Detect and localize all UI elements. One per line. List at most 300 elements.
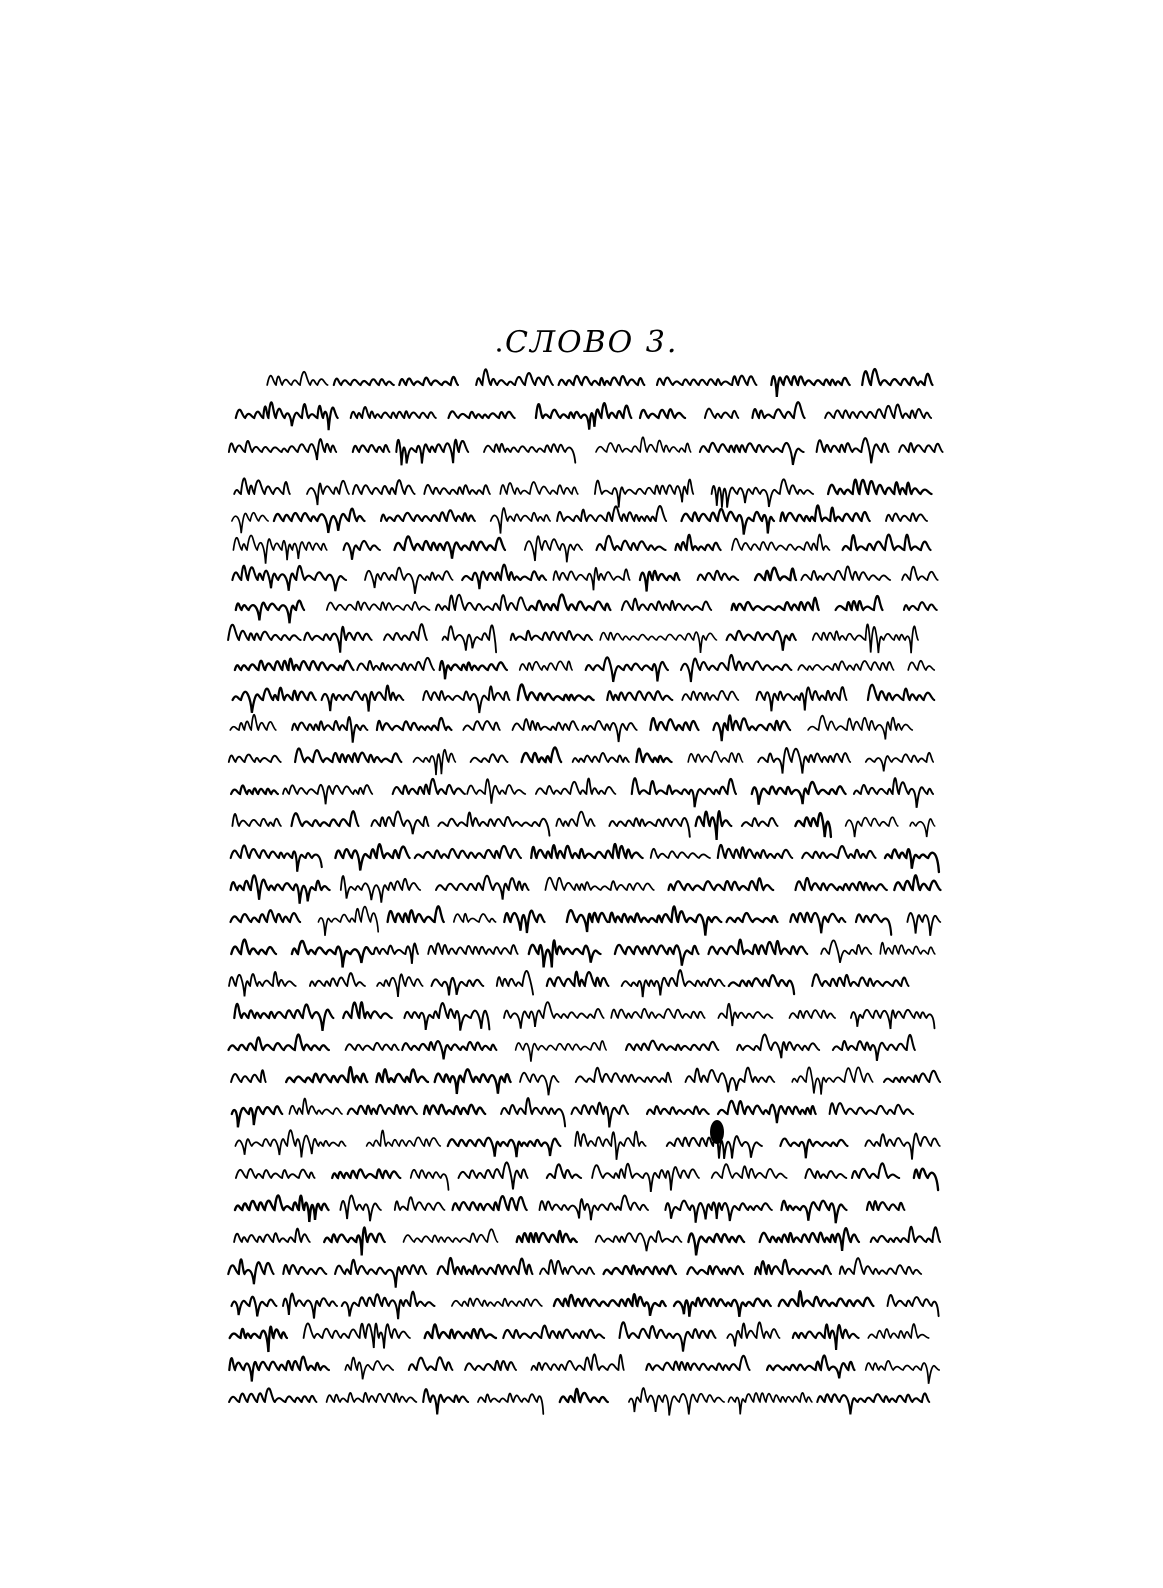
handwritten-word xyxy=(675,535,720,550)
handwritten-word xyxy=(846,817,898,837)
handwritten-word xyxy=(821,940,871,962)
handwritten-word xyxy=(351,407,436,418)
handwritten-word xyxy=(478,1393,543,1414)
handwritten-word xyxy=(449,411,515,418)
handwritten-word xyxy=(607,691,672,700)
handwritten-word xyxy=(353,445,390,452)
handwritten-word xyxy=(229,1035,329,1050)
handwritten-word xyxy=(292,941,372,968)
handwritten-word xyxy=(852,1163,899,1178)
handwritten-word xyxy=(686,1068,775,1093)
handwritten-word xyxy=(705,409,738,418)
handwritten-word xyxy=(547,1164,581,1178)
handwritten-word xyxy=(462,565,546,590)
handwritten-word xyxy=(556,812,594,826)
handwritten-word xyxy=(500,482,578,494)
handwritten-word xyxy=(792,1067,873,1094)
handwritten-word xyxy=(233,688,316,713)
handwritten-word xyxy=(235,1195,329,1222)
handwritten-word xyxy=(536,403,631,429)
handwritten-word xyxy=(696,811,732,840)
handwritten-word xyxy=(503,1326,604,1338)
handwritten-word xyxy=(425,1325,496,1338)
handwritten-word xyxy=(592,1164,699,1192)
handwritten-word xyxy=(868,1324,928,1338)
handwritten-word xyxy=(436,876,529,900)
handwritten-word xyxy=(525,536,582,562)
handwritten-word xyxy=(327,601,430,610)
handwritten-word xyxy=(304,1323,410,1348)
handwritten-word xyxy=(894,875,940,890)
handwritten-word xyxy=(867,1201,905,1210)
handwritten-word xyxy=(595,479,693,507)
handwritten-word xyxy=(712,479,814,507)
handwritten-word xyxy=(808,716,912,740)
handwritten-word xyxy=(554,1294,666,1316)
handwritten-word xyxy=(454,914,496,922)
handwritten-word xyxy=(611,1009,705,1018)
handwritten-word xyxy=(626,1041,718,1050)
handwritten-line xyxy=(235,1195,904,1223)
handwritten-word xyxy=(443,625,497,652)
handwritten-word xyxy=(865,1133,940,1159)
handwritten-word xyxy=(651,849,710,858)
handwritten-word xyxy=(292,811,359,826)
handwritten-word xyxy=(545,878,653,890)
handwritten-word xyxy=(843,535,931,550)
handwritten-word xyxy=(343,1002,392,1018)
page-heading: СЛОВО 3. xyxy=(505,325,679,360)
handwritten-word xyxy=(884,1071,940,1082)
handwritten-word xyxy=(620,1322,716,1351)
handwritten-line xyxy=(229,1388,929,1416)
handwritten-word xyxy=(902,567,938,580)
handwritten-word xyxy=(737,1035,819,1059)
handwritten-line xyxy=(231,1067,940,1095)
handwritten-word xyxy=(609,818,689,837)
handwritten-word xyxy=(318,907,378,936)
handwritten-word xyxy=(553,568,629,591)
handwritten-word xyxy=(793,1324,859,1349)
handwritten-word xyxy=(467,779,525,804)
handwritten-word xyxy=(371,811,428,834)
handwritten-word xyxy=(376,1069,428,1082)
handwritten-word xyxy=(504,911,544,933)
handwritten-word xyxy=(854,778,933,808)
handwritten-word xyxy=(780,505,869,521)
handwritten-word xyxy=(229,1388,316,1402)
handwritten-word xyxy=(404,1003,489,1031)
handwritten-word xyxy=(230,1327,287,1352)
handwritten-word xyxy=(712,1164,787,1178)
handwritten-word xyxy=(781,1201,846,1223)
handwritten-word xyxy=(520,661,572,670)
handwritten-word xyxy=(888,1295,939,1316)
handwritten-word xyxy=(640,409,685,418)
handwritten-word xyxy=(292,717,367,743)
handwritten-word xyxy=(727,913,778,922)
handwritten-line xyxy=(233,684,935,713)
handwritten-word xyxy=(365,568,453,594)
handwritten-line xyxy=(236,594,937,623)
handwritten-word xyxy=(813,624,918,653)
handwritten-word xyxy=(415,846,521,858)
handwritten-word xyxy=(516,1041,607,1062)
handwritten-word xyxy=(817,438,889,463)
handwritten-line xyxy=(229,1354,939,1383)
handwritten-word xyxy=(586,657,668,682)
handwritten-word xyxy=(228,625,301,640)
handwritten-word xyxy=(576,1068,671,1082)
handwritten-word xyxy=(709,940,808,954)
handwritten-word xyxy=(267,372,327,385)
handwritten-word xyxy=(646,1356,749,1370)
handwritten-word xyxy=(757,687,847,711)
handwritten-word xyxy=(817,1393,929,1414)
handwritten-word xyxy=(448,1138,561,1157)
handwritten-word xyxy=(476,369,553,385)
handwritten-line xyxy=(235,655,934,682)
handwritten-word xyxy=(295,748,401,762)
handwritten-word xyxy=(436,595,527,610)
handwritten-line xyxy=(228,1258,921,1288)
handwritten-word xyxy=(825,405,931,418)
handwritten-line xyxy=(236,1162,938,1192)
handwritten-word xyxy=(798,661,893,670)
handwritten-word xyxy=(657,376,756,385)
handwritten-word xyxy=(727,631,796,651)
handwritten-line xyxy=(228,624,918,653)
handwritten-word xyxy=(232,1106,282,1127)
handwritten-line xyxy=(231,875,941,903)
handwritten-word xyxy=(575,1132,646,1160)
handwritten-word xyxy=(572,1103,629,1128)
handwritten-word xyxy=(718,845,792,858)
handwritten-word xyxy=(758,748,850,774)
handwritten-word xyxy=(650,718,698,730)
handwritten-word xyxy=(231,785,278,794)
handwritten-word xyxy=(234,1229,310,1242)
handwritten-line xyxy=(229,1035,915,1062)
handwritten-word xyxy=(229,1357,329,1382)
handwritten-word xyxy=(880,943,935,954)
handwritten-word xyxy=(604,1266,676,1274)
handwritten-word xyxy=(518,684,594,700)
handwritten-word xyxy=(335,1260,426,1288)
handwritten-line xyxy=(232,505,927,534)
handwritten-word xyxy=(346,1043,399,1050)
handwritten-word xyxy=(283,1265,326,1274)
handwritten-word xyxy=(596,437,691,452)
handwritten-word xyxy=(531,1354,623,1370)
handwritten-word xyxy=(234,1004,333,1031)
handwritten-word xyxy=(377,718,452,730)
handwritten-word xyxy=(647,1106,709,1114)
handwritten-word xyxy=(236,1169,315,1178)
handwritten-word xyxy=(868,685,934,700)
handwritten-word xyxy=(755,1260,831,1274)
handwritten-line xyxy=(229,437,943,465)
handwritten-word xyxy=(742,818,778,826)
handwritten-line xyxy=(233,535,930,564)
handwritten-word xyxy=(286,1067,367,1082)
handwritten-line xyxy=(231,844,939,872)
handwritten-word xyxy=(283,785,372,805)
handwritten-line xyxy=(234,1227,940,1256)
handwritten-word xyxy=(348,1105,417,1114)
handwritten-word xyxy=(231,910,301,922)
handwritten-word xyxy=(404,1229,498,1242)
handwritten-word xyxy=(907,913,940,936)
handwritten-word xyxy=(335,844,409,870)
handwritten-word xyxy=(229,439,336,460)
handwritten-word xyxy=(632,778,736,807)
handwritten-word xyxy=(885,849,939,872)
handwritten-word xyxy=(229,972,296,996)
handwritten-word xyxy=(388,906,444,922)
handwritten-line xyxy=(229,748,933,776)
handwritten-word xyxy=(459,1162,528,1189)
handwritten-word xyxy=(871,1227,940,1242)
handwritten-word xyxy=(504,1002,604,1029)
handwritten-word xyxy=(432,978,484,995)
handwritten-word xyxy=(687,1266,743,1274)
handwritten-word xyxy=(760,1228,859,1251)
handwritten-word xyxy=(520,1073,559,1096)
handwritten-word xyxy=(393,779,465,794)
handwritten-word xyxy=(908,661,934,670)
handwritten-word xyxy=(596,1231,682,1251)
handwritten-word xyxy=(395,536,506,558)
handwritten-line xyxy=(232,1098,913,1127)
handwritten-word xyxy=(334,379,394,385)
handwritten-word xyxy=(522,748,562,762)
handwritten-word xyxy=(732,535,830,550)
handwritten-word xyxy=(862,369,932,385)
handwritten-word xyxy=(833,1035,915,1061)
handwritten-word xyxy=(453,1196,527,1210)
handwritten-line xyxy=(231,778,933,808)
handwritten-word xyxy=(840,1258,922,1274)
handwritten-word xyxy=(345,1358,393,1380)
handwritten-word xyxy=(609,906,721,935)
handwritten-word xyxy=(802,846,875,858)
handwritten-word xyxy=(235,659,354,670)
handwritten-word xyxy=(836,596,883,610)
handwritten-word xyxy=(231,875,330,903)
handwritten-word xyxy=(384,624,427,640)
handwritten-word xyxy=(899,443,943,452)
handwritten-word xyxy=(752,782,846,805)
handwritten-word xyxy=(233,535,326,563)
handwritten-word xyxy=(340,1195,381,1221)
handwritten-line xyxy=(235,1130,939,1160)
handwritten-word xyxy=(790,913,845,934)
handwritten-word xyxy=(688,751,742,762)
handwritten-word xyxy=(235,1130,345,1157)
handwritten-word xyxy=(465,1361,516,1370)
handwritten-word xyxy=(547,972,609,986)
handwritten-word xyxy=(353,480,415,494)
handwritten-word xyxy=(438,1258,533,1274)
handwritten-word xyxy=(540,1260,594,1274)
handwritten-word xyxy=(557,506,666,521)
handwritten-word xyxy=(396,440,468,466)
handwritten-word xyxy=(491,508,550,534)
handwritten-word xyxy=(531,844,642,858)
handwritten-word xyxy=(540,1195,649,1220)
handwritten-line xyxy=(230,715,912,743)
handwritten-word xyxy=(307,481,349,505)
handwritten-word xyxy=(779,1291,874,1306)
handwritten-word xyxy=(423,686,509,713)
handwritten-word xyxy=(732,598,819,610)
handwritten-word xyxy=(536,778,616,794)
handwritten-word xyxy=(801,566,890,580)
handwritten-word xyxy=(795,813,831,837)
handwritten-word xyxy=(755,568,796,580)
handwritten-word xyxy=(914,1169,938,1190)
handwritten-word xyxy=(573,753,629,762)
handwritten-word xyxy=(230,715,275,730)
handwritten-line xyxy=(236,402,931,430)
handwritten-word xyxy=(622,970,725,997)
handwritten-word xyxy=(342,1292,435,1319)
handwritten-word xyxy=(529,940,601,967)
handwritten-word xyxy=(236,402,338,430)
handwritten-word xyxy=(597,536,666,550)
handwritten-word xyxy=(231,845,322,871)
handwritten-word xyxy=(718,1101,816,1123)
handwritten-word xyxy=(560,1389,608,1402)
handwritten-word xyxy=(424,1105,485,1114)
handwritten-word xyxy=(674,1298,771,1317)
handwritten-word xyxy=(231,940,276,954)
handwritten-word xyxy=(327,1393,417,1402)
handwritten-word xyxy=(497,971,533,995)
handwritten-word xyxy=(910,819,935,837)
handwritten-line xyxy=(232,1291,939,1319)
handwritten-word xyxy=(357,658,434,670)
handwritten-word xyxy=(228,1259,273,1284)
handwritten-word xyxy=(341,876,420,903)
handwritten-word xyxy=(395,1197,445,1210)
handwritten-word xyxy=(232,566,346,591)
handwritten-word xyxy=(310,973,365,986)
handwritten-word xyxy=(780,1139,847,1159)
handwritten-word xyxy=(274,509,365,533)
handwritten-word xyxy=(713,715,790,741)
handwritten-word xyxy=(409,1357,453,1370)
handwritten-word xyxy=(374,943,418,963)
handwritten-word xyxy=(636,749,671,762)
handwritten-word xyxy=(866,753,933,772)
handwritten-word xyxy=(790,1010,836,1018)
handwritten-word xyxy=(812,974,908,986)
handwritten-word xyxy=(236,601,304,624)
handwritten-word xyxy=(682,509,775,535)
handwritten-word xyxy=(698,571,739,580)
handwritten-word xyxy=(688,1233,744,1255)
handwritten-word xyxy=(424,485,490,494)
handwritten-word xyxy=(682,691,738,700)
handwritten-line xyxy=(232,565,937,594)
handwritten-word xyxy=(771,376,849,397)
handwritten-line xyxy=(234,1002,934,1031)
handwritten-word xyxy=(640,571,680,592)
handwritten-word xyxy=(665,1201,771,1223)
ink-blot xyxy=(710,1120,724,1144)
handwritten-word xyxy=(517,1231,577,1242)
handwritten-word xyxy=(332,1169,400,1178)
handwritten-word xyxy=(600,632,716,653)
handwritten-word xyxy=(729,975,794,994)
handwritten-word xyxy=(669,878,774,890)
handwritten-word xyxy=(283,1293,337,1318)
handwritten-word xyxy=(402,1041,496,1059)
handwritten-line xyxy=(232,811,934,840)
handwritten-line xyxy=(231,940,935,968)
handwritten-word xyxy=(501,1098,565,1126)
handwritten-word xyxy=(752,402,804,418)
handwritten-word xyxy=(700,443,804,465)
handwritten-word xyxy=(232,1297,277,1317)
handwritten-word xyxy=(411,1170,449,1190)
handwritten-word xyxy=(856,914,891,934)
handwritten-word xyxy=(344,541,380,560)
handwritten-word xyxy=(767,1356,855,1379)
handwritten-word xyxy=(830,1103,914,1114)
handwritten-word xyxy=(381,510,475,521)
handwritten-word xyxy=(559,376,645,385)
handwritten-word xyxy=(718,1004,772,1026)
handwritten-word xyxy=(615,945,699,966)
handwritten-word xyxy=(681,655,791,682)
handwritten-word xyxy=(322,686,404,712)
handwritten-word xyxy=(438,812,549,835)
handwritten-word xyxy=(304,627,371,653)
handwritten-word xyxy=(435,1069,511,1094)
handwritten-word xyxy=(805,1169,846,1178)
handwritten-word xyxy=(567,910,608,932)
handwritten-word xyxy=(229,755,281,762)
handwritten-word xyxy=(428,943,518,954)
handwritten-word xyxy=(367,1130,441,1146)
handwritten-word xyxy=(582,721,637,742)
handwritten-word xyxy=(231,1070,266,1082)
handwritten-word xyxy=(414,750,456,775)
handwritten-word xyxy=(234,478,290,494)
handwritten-word xyxy=(423,1389,468,1414)
handwritten-word xyxy=(796,878,887,890)
handwritten-word xyxy=(232,513,268,534)
handwritten-word xyxy=(289,1099,342,1114)
handwritten-word xyxy=(324,1227,385,1255)
handwritten-word xyxy=(440,661,507,679)
handwritten-word xyxy=(399,377,458,385)
handwritten-word xyxy=(904,602,937,610)
handwritten-word xyxy=(463,721,500,730)
handwritten-line xyxy=(267,369,932,397)
handwritten-word xyxy=(622,599,711,610)
handwritten-word xyxy=(511,631,592,640)
handwritten-word xyxy=(513,719,579,730)
handwritten-word xyxy=(471,754,508,762)
handwritten-word xyxy=(377,974,423,997)
handwritten-word xyxy=(851,1010,935,1029)
handwritten-line xyxy=(230,1322,929,1352)
handwritten-word xyxy=(727,1322,779,1346)
